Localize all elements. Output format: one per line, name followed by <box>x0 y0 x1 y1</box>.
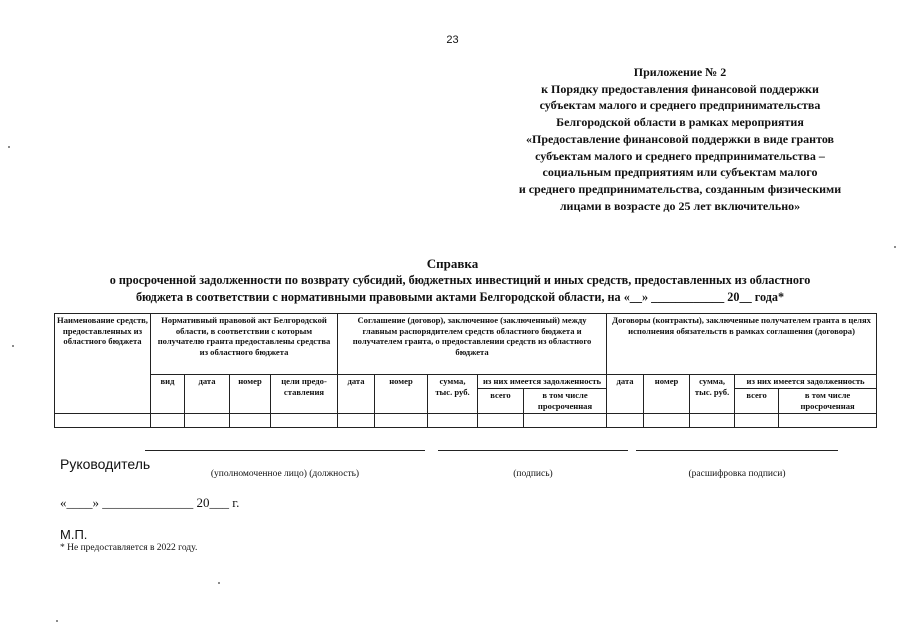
caption-signature: (подпись) <box>513 469 553 479</box>
footnote: * Не предоставляется в 2022 году. <box>60 543 198 553</box>
table-cell <box>338 414 375 428</box>
scan-speck <box>12 345 14 347</box>
header-con-number: номер <box>644 375 690 414</box>
header-norm-number: номер <box>230 375 271 414</box>
appendix-line: «Предоставление финансовой поддержки в виде грантов <box>526 131 834 146</box>
header-agr-sum: сумма, тыс. руб. <box>428 375 478 414</box>
header-con-debt-total: всего <box>735 389 779 414</box>
page-number: 23 <box>446 34 459 46</box>
table-cell <box>375 414 428 428</box>
header-con-date: дата <box>607 375 644 414</box>
appendix-header <box>470 64 890 214</box>
table-cell <box>690 414 735 428</box>
table-cell <box>644 414 690 428</box>
header-agr-debt: из них имеется задолженность <box>478 375 607 389</box>
table-cell <box>607 414 644 428</box>
name-line <box>636 450 838 451</box>
table-cell <box>55 414 151 428</box>
signature-line <box>438 450 628 451</box>
table-cell <box>779 414 877 428</box>
header-contracts: Договоры (контракты), заключенные получателем гранта в целях исполнения обязательств в рамках соглашения (договора) <box>607 314 877 375</box>
table-cell <box>735 414 779 428</box>
caption-position: (уполномоченное лицо) (должность) <box>210 469 360 479</box>
scan-speck <box>8 146 10 148</box>
scan-speck <box>56 620 58 622</box>
debt-report-table <box>54 313 877 428</box>
document-title: Справка <box>426 256 479 271</box>
header-norm-type: вид <box>151 375 185 414</box>
header-norm-purpose: цели предо-ставления <box>271 375 338 414</box>
table-cell <box>478 414 524 428</box>
header-agr-debt-overdue: в том числе просроченная <box>524 389 607 414</box>
table-row <box>55 414 877 428</box>
table-cell <box>524 414 607 428</box>
header-con-debt-overdue: в том числе просроченная <box>779 389 877 414</box>
scan-speck <box>218 582 220 584</box>
header-norm-date: дата <box>185 375 230 414</box>
document-subtitle <box>20 272 900 306</box>
position-line <box>145 450 425 451</box>
header-normative-act: Нормативный правовой акт Белгородской области, в соответствии с которым получателю гранта предоставлены средства из областного бюджета <box>151 314 338 375</box>
header-agr-date: дата <box>338 375 375 414</box>
subtitle-line: бюджета в соответствии с нормативными правовыми актами Белгородской области, на «__» ____________ 20__ года* <box>135 290 785 304</box>
table-cell <box>185 414 230 428</box>
stamp-place: М.П. <box>60 527 88 542</box>
caption-name: (расшифровка подписи) <box>688 469 786 479</box>
appendix-line: субъектам малого и среднего предпринимательства <box>539 98 821 113</box>
header-agr-debt-total: всего <box>478 389 524 414</box>
appendix-line: социальным предприятиям или субъектам малого <box>542 165 818 180</box>
table-cell <box>230 414 271 428</box>
appendix-line: и среднего предпринимательства, созданным физическими <box>518 181 842 196</box>
header-agr-number: номер <box>375 375 428 414</box>
table-cell <box>151 414 185 428</box>
date-line: «____» ______________ 20___ г. <box>60 495 240 510</box>
header-agreement: Соглашение (договор), заключенное (заключенный) между главным распорядителем средств областного бюджета и получателем гранта, о предоставлении средств из областного бюджета <box>338 314 607 375</box>
appendix-line: Белгородской области в рамках мероприятия <box>556 115 804 130</box>
table-cell <box>428 414 478 428</box>
appendix-line: субъектам малого и среднего предпринимательства – <box>535 148 825 163</box>
header-funds-name: Наименование средств, предоставленных из областного бюджета <box>55 314 151 414</box>
header-con-sum: сумма, тыс. руб. <box>690 375 735 414</box>
appendix-line: лицами в возрасте до 25 лет включительно» <box>559 198 801 213</box>
scan-speck <box>894 246 896 248</box>
appendix-line: Приложение № 2 <box>633 65 727 79</box>
header-con-debt: из них имеется задолженность <box>735 375 877 389</box>
head-label: Руководитель <box>60 456 151 472</box>
table-cell <box>271 414 338 428</box>
subtitle-line: о просроченной задолженности по возврату субсидий, бюджетных инвестиций и иных средств, предоставленных из областного <box>109 273 811 287</box>
appendix-line: к Порядку предоставления финансовой поддержки <box>541 81 819 96</box>
